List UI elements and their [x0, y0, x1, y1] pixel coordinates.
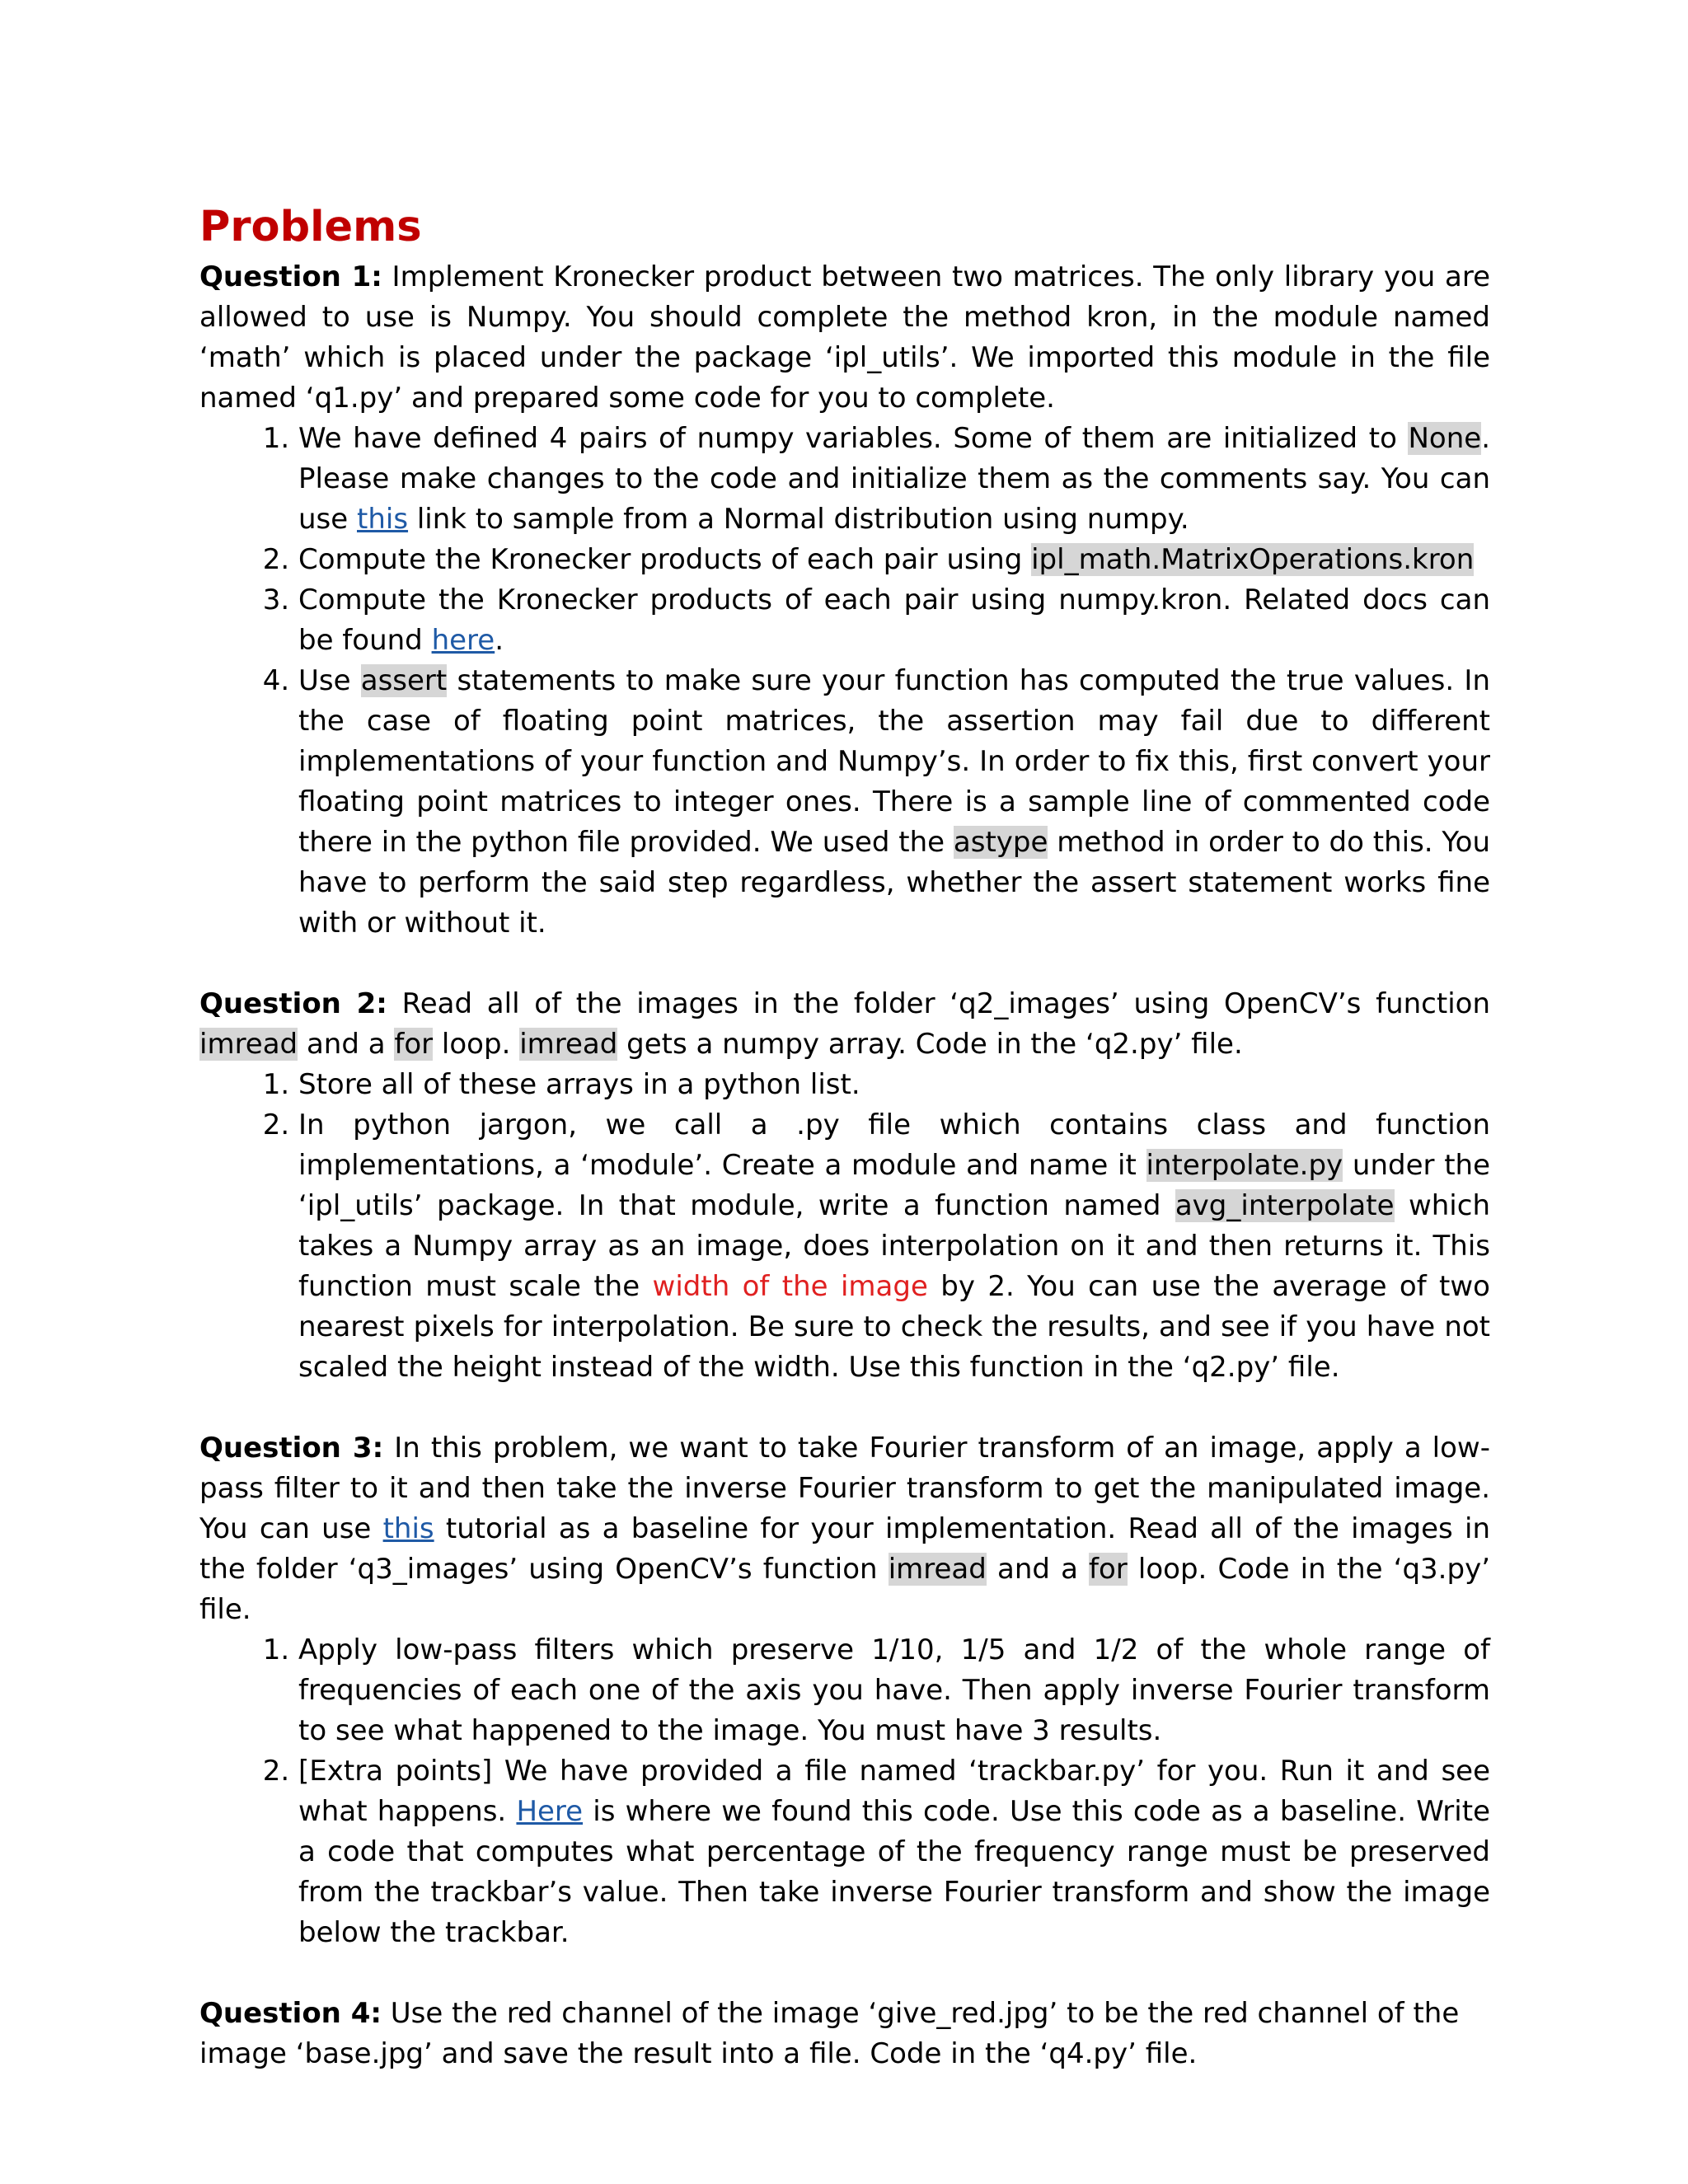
- item-text: [Extra points] We have provided a file named ‘trackbar.py’ for you. Run it and see what happens.: [298, 1755, 1490, 1828]
- question-2-text: gets a numpy array. Code in the ‘q2.py’ file.: [617, 1028, 1243, 1061]
- question-2: [199, 984, 1490, 1388]
- question-1-label: Question 1:: [199, 260, 382, 293]
- question-3: [199, 1428, 1490, 1953]
- question-3-list: [199, 1630, 1490, 1953]
- list-item: [298, 661, 1490, 944]
- code-for: for: [394, 1028, 434, 1061]
- spacer: [199, 944, 1490, 984]
- question-4: [199, 1994, 1490, 2074]
- item-text: link to sample from a Normal distribution using numpy.: [408, 503, 1189, 536]
- item-text: which takes a Numpy array as an image, does interpolation on it and then returns it. This function must scale the: [298, 1189, 1490, 1303]
- item-text: We have defined 4 pairs of numpy variables. Some of them are initialized to: [298, 422, 1409, 455]
- code-astype: astype: [953, 826, 1048, 859]
- code-for: for: [1089, 1553, 1128, 1586]
- list-item: [298, 580, 1490, 661]
- list-item: [298, 419, 1490, 540]
- code-imread: imread: [199, 1028, 298, 1061]
- list-item: [298, 1105, 1490, 1388]
- code-interpolate-py: interpolate.py: [1146, 1149, 1343, 1182]
- document-content: [199, 198, 1490, 2074]
- question-1-list: [199, 419, 1490, 944]
- item-text: .: [495, 624, 504, 657]
- question-4-text: Use the red channel of the image ‘give_red.jpg’ to be the red channel of the image ‘base.jpg’ and save the result into a file. Code in the ‘q4.py’ file.: [199, 1997, 1460, 2070]
- item-text: Store all of these arrays in a python list.: [298, 1068, 860, 1101]
- code-assert: assert: [360, 664, 448, 697]
- question-3-text: In this problem, we want to take Fourier transform of an image, apply a low-pass filter to it and then take the inverse Fourier transform to get the manipulated image. You can use: [199, 1432, 1491, 1545]
- question-3-text: loop. Code in the ‘q3.py’ file.: [199, 1553, 1490, 1626]
- list-item: [298, 1630, 1490, 1751]
- item-text: by 2. You can use the average of two nearest pixels for interpolation. Be sure to check the results, and see if you have not scaled the height instead of the width. Use this function in the ‘q2.py’ file.: [298, 1270, 1490, 1384]
- question-3-label: Question 3:: [199, 1432, 384, 1465]
- item-text: under the ‘ipl_utils’ package. In that module, write a function named: [298, 1149, 1490, 1222]
- emphasis-width: width of the image: [652, 1270, 928, 1303]
- question-2-label: Question 2:: [199, 987, 387, 1020]
- question-2-list: [199, 1065, 1490, 1388]
- list-item: [298, 540, 1490, 580]
- question-3-text: and a: [986, 1553, 1090, 1586]
- item-text: . Please make changes to the code and initialize them as the comments say. You can use: [298, 422, 1490, 536]
- question-4-label: Question 4:: [199, 1997, 382, 2030]
- question-1: [199, 257, 1490, 944]
- question-3-intro: [199, 1428, 1490, 1630]
- question-1-text: Implement Kronecker product between two matrices. The only library you are allowed to use is Numpy. You should complete the method kron, in the module named ‘math’ which is placed under the package ‘ipl_utils’. We imported this module in the file named ‘q1.py’ and prepared some code for you to complete.: [199, 260, 1490, 415]
- link-fourier-tutorial[interactable]: this: [382, 1512, 434, 1545]
- question-2-intro: [199, 984, 1490, 1065]
- code-avg-interpolate: avg_interpolate: [1175, 1189, 1395, 1222]
- question-2-text: and a: [298, 1028, 395, 1061]
- link-numpy-kron-docs[interactable]: here: [431, 624, 495, 657]
- code-none: None: [1408, 422, 1482, 455]
- question-2-text: Read all of the images in the folder ‘q2_images’ using OpenCV’s function: [387, 987, 1490, 1020]
- code-imread: imread: [888, 1553, 987, 1586]
- item-text: Apply low-pass filters which preserve 1/10, 1/5 and 1/2 of the whole range of frequencies of each one of the axis you have. Then apply inverse Fourier transform to see what happened to the image. You must have 3 results.: [298, 1633, 1490, 1747]
- item-text: method in order to do this. You have to perform the said step regardless, whether the assert statement works fine with or without it.: [298, 826, 1491, 940]
- code-imread: imread: [519, 1028, 618, 1061]
- item-text: Use: [298, 664, 361, 697]
- spacer: [199, 1953, 1490, 1994]
- question-2-text: loop.: [433, 1028, 520, 1061]
- code-kron: ipl_math.MatrixOperations.kron: [1031, 543, 1475, 576]
- question-1-intro: [199, 257, 1490, 419]
- link-normal-distribution[interactable]: this: [357, 503, 409, 536]
- spacer: [199, 1388, 1490, 1428]
- page-title: Problems: [199, 203, 422, 251]
- link-trackbar-source[interactable]: Here: [516, 1795, 584, 1828]
- item-text: Compute the Kronecker products of each pair using: [298, 543, 1032, 576]
- question-4-text-block: [199, 1994, 1490, 2074]
- item-text: Compute the Kronecker products of each pair using numpy.kron. Related docs can be found: [298, 583, 1490, 657]
- item-text: In python jargon, we call a .py file which contains class and function implementations, a ‘module’. Create a module and name it: [298, 1108, 1490, 1182]
- item-text: is where we found this code. Use this code as a baseline. Write a code that computes what percentage of the frequency range must be preserved from the trackbar’s value. Then take inverse Fourier transform and show the image below the trackbar.: [298, 1795, 1490, 1949]
- list-item: [298, 1751, 1490, 1953]
- list-item: [298, 1065, 1490, 1105]
- item-text: statements to make sure your function has computed the true values. In the case of floating point matrices, the assertion may fail due to different implementations of your function and Numpy’s. In order to fix this, first convert your floating point matrices to integer ones. There is a sample line of commented code there in the python file provided. We used the: [298, 664, 1490, 859]
- question-3-text: tutorial as a baseline for your implementation. Read all of the images in the folder ‘q3_images’ using OpenCV’s function: [199, 1512, 1491, 1586]
